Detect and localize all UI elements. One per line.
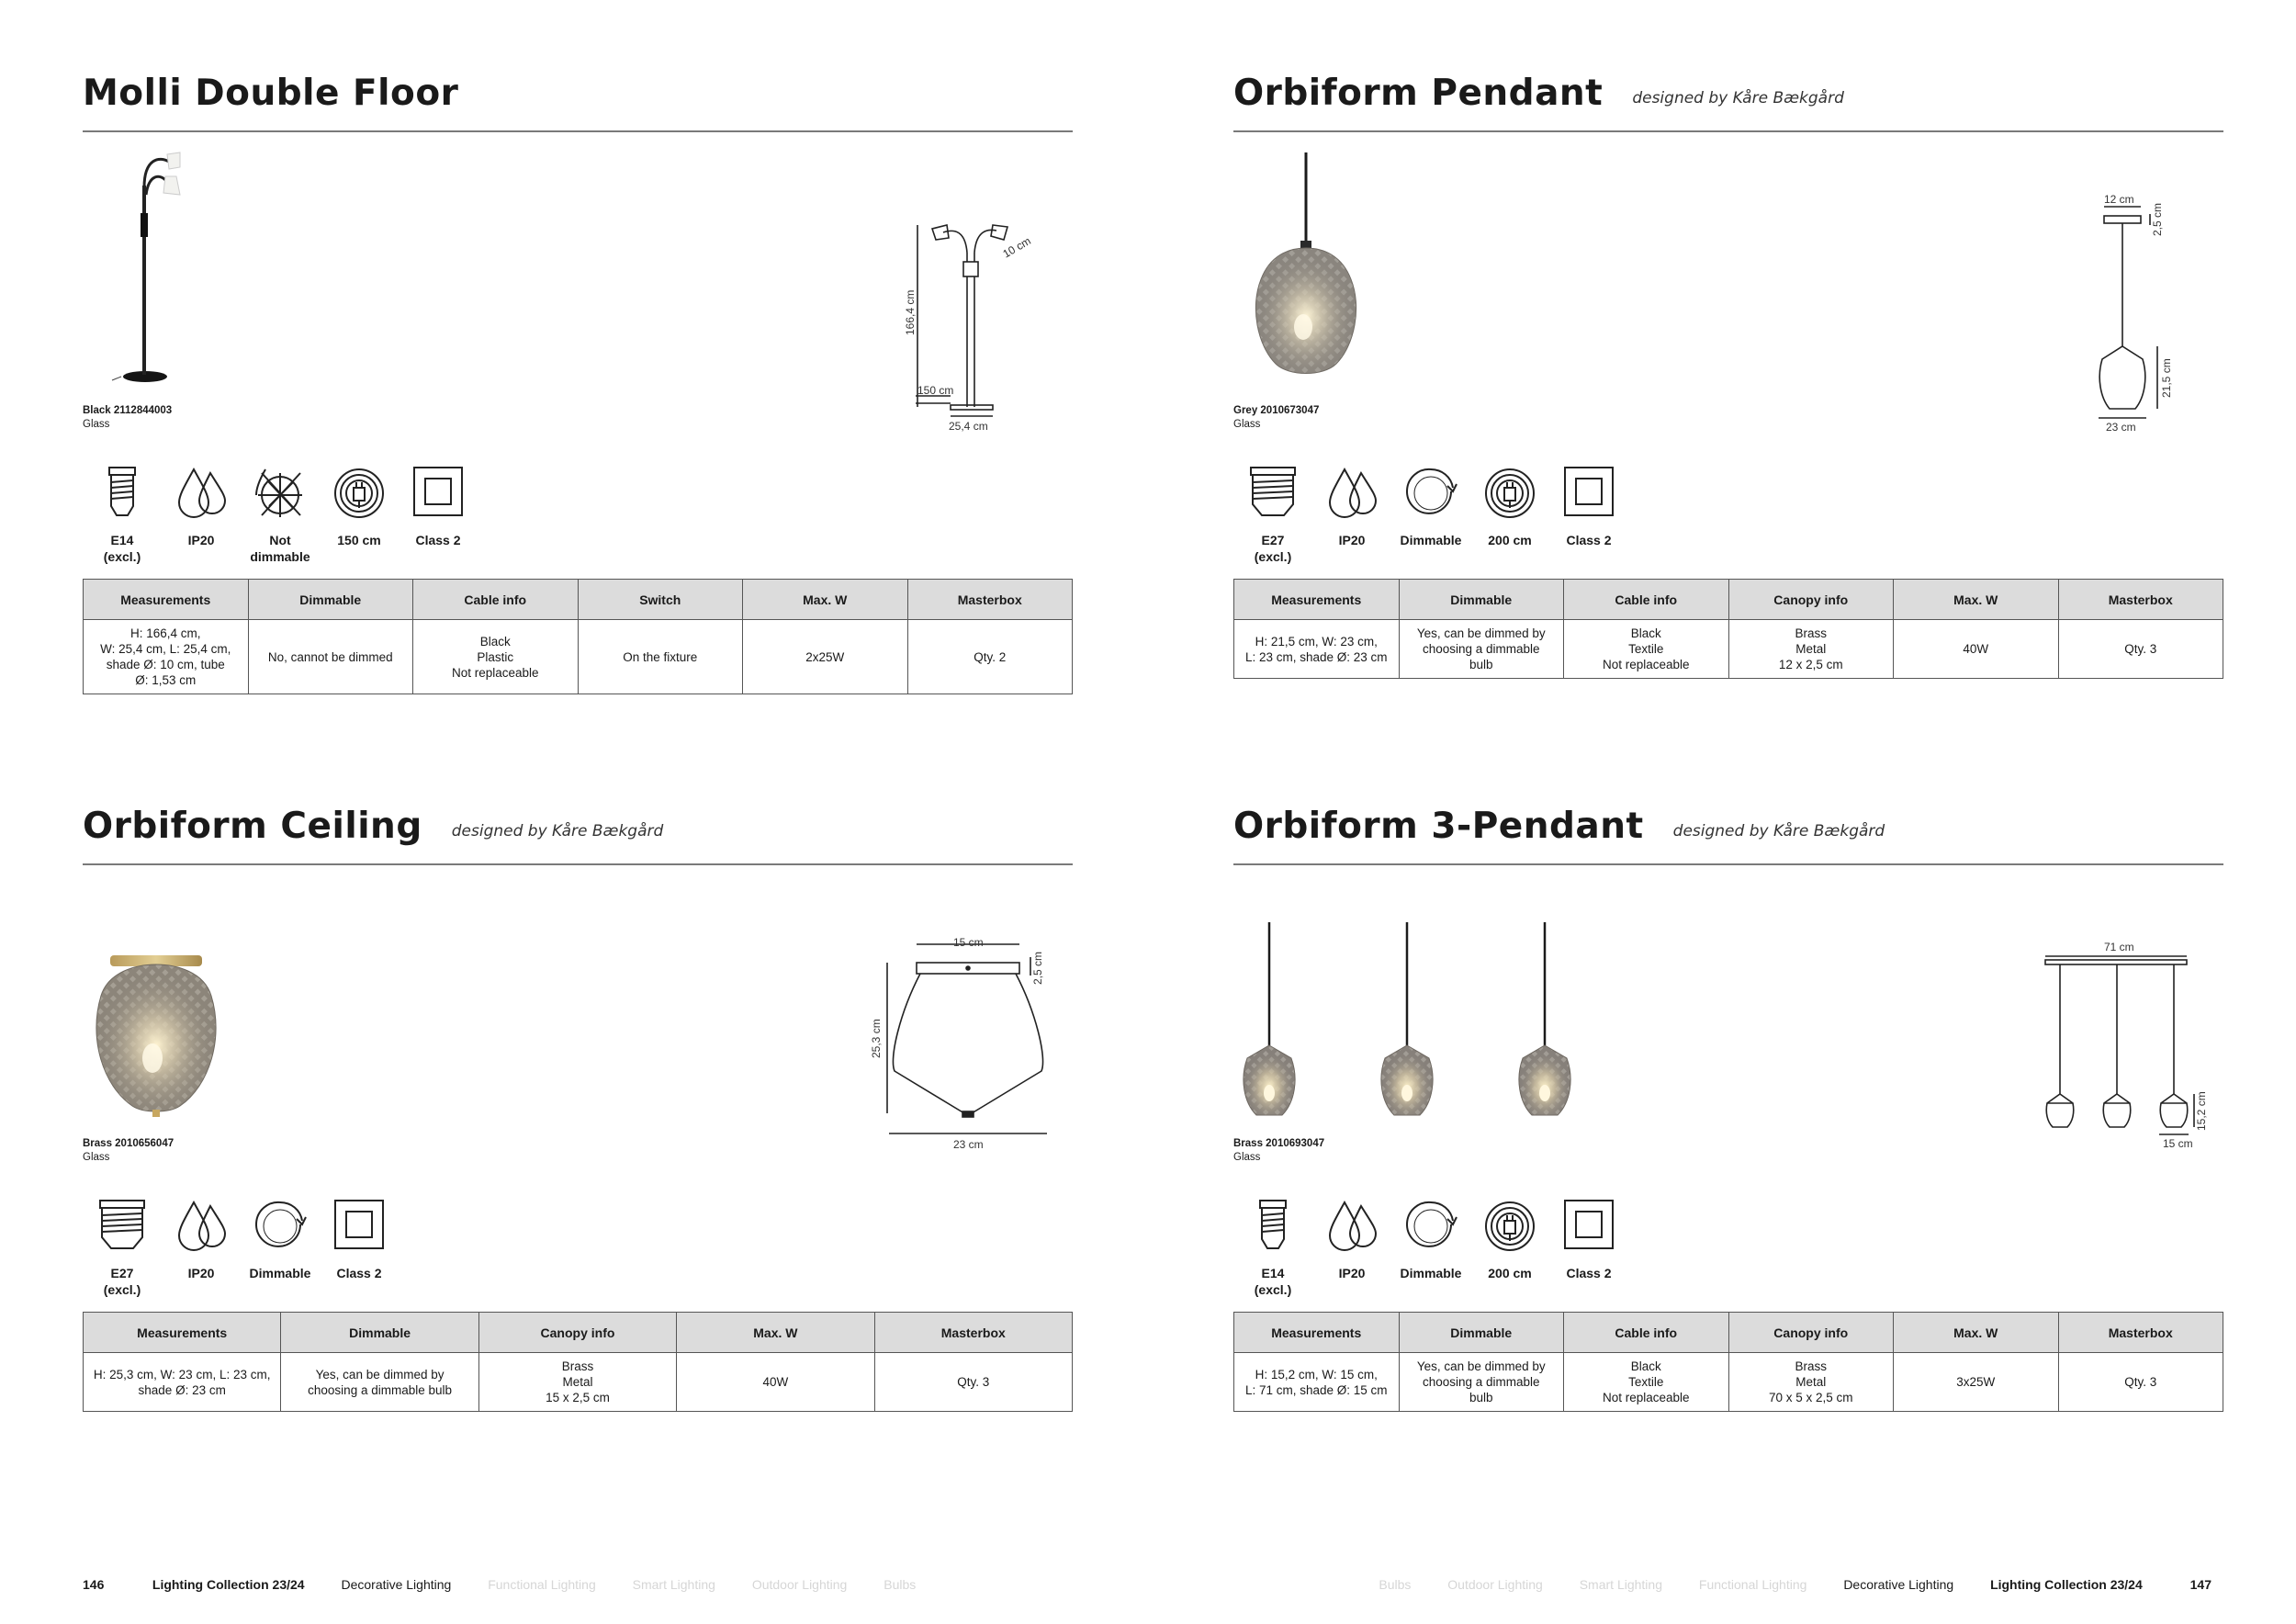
feature-bulb: E14 (excl.): [83, 464, 162, 565]
nav-decorative-lighting[interactable]: Decorative Lighting: [1843, 1577, 1954, 1592]
col-header: Masterbox: [907, 580, 1073, 620]
footer-left: [83, 1577, 916, 1592]
feature-dimming: Dimmable: [241, 1197, 320, 1298]
product-section-molli-double-floor: [83, 55, 1073, 132]
class2-icon: [1561, 464, 1616, 521]
nav-decorative-lighting[interactable]: Decorative Lighting: [341, 1577, 452, 1592]
col-header: Measurements: [1234, 580, 1400, 620]
feature-icons-row: [83, 1197, 399, 1298]
page-number: 147: [2189, 1577, 2212, 1592]
ip20-drops-icon: [1324, 464, 1379, 521]
dimmable-icon: [253, 1197, 308, 1254]
product-photo-ceiling: [81, 950, 231, 1122]
nav-bulbs[interactable]: Bulbs: [1379, 1577, 1412, 1592]
table-cell: Brass Metal 12 x 2,5 cm: [1728, 620, 1894, 679]
col-header: Cable info: [413, 580, 579, 620]
not-dimmable-icon: [253, 464, 308, 521]
feature-bulb: E14 (excl.): [1233, 1197, 1312, 1298]
product-title: Orbiform Ceiling: [83, 805, 422, 847]
dim-canopy-height: 2,5 cm: [2151, 202, 2164, 236]
table-cell: Brass Metal 70 x 5 x 2,5 cm: [1728, 1353, 1894, 1412]
designer-credit: designed by Kåre Bækgård: [451, 822, 664, 840]
product-sku: Brass 2010693047 Glass: [1233, 1138, 1325, 1163]
pendant-shade-1: [1244, 922, 1295, 1115]
nav-bulbs[interactable]: Bulbs: [884, 1577, 917, 1592]
spec-table-header-row: [84, 1313, 1073, 1353]
section-header: [83, 55, 1073, 132]
table-cell: 3x25W: [1894, 1353, 2059, 1412]
feature-icons-row: [83, 464, 478, 565]
nav-smart-lighting[interactable]: Smart Lighting: [632, 1577, 715, 1592]
feature-icons-row: [1233, 1197, 1628, 1298]
col-header: Dimmable: [1399, 580, 1564, 620]
col-header: Measurements: [84, 580, 249, 620]
col-header: Cable info: [1564, 580, 1729, 620]
spec-table-row: [84, 620, 1073, 694]
spec-table: [83, 579, 1073, 694]
table-cell: Qty. 3: [874, 1353, 1072, 1412]
table-cell: 2x25W: [743, 620, 908, 694]
ip20-drops-icon: [174, 1197, 229, 1254]
product-sku: Grey 2010673047 Glass: [1233, 405, 1320, 430]
feature-class: Class 2: [1549, 464, 1628, 565]
dim-canopy-width: 12 cm: [2104, 193, 2134, 206]
class2-icon: [332, 1197, 387, 1254]
feature-class: Class 2: [399, 464, 478, 565]
table-cell: Black Plastic Not replaceable: [413, 620, 579, 694]
spec-table-row: [1234, 620, 2223, 679]
feature-dimming: Dimmable: [1391, 1197, 1470, 1298]
dim-canopy-height: 2,5 cm: [1031, 951, 1044, 985]
feature-cable: 150 cm: [320, 464, 399, 565]
dim-shade: 10 cm: [1000, 234, 1033, 261]
footer-collection: Lighting Collection 23/24: [152, 1577, 305, 1592]
product-sku: Black 2112844003 Glass: [83, 405, 173, 430]
table-cell: Qty. 3: [2058, 1353, 2223, 1412]
feature-ip-rating: IP20: [162, 1197, 241, 1298]
pendant-shade-2: [1381, 922, 1433, 1115]
feature-dimming: Not dimmable: [241, 464, 320, 565]
table-cell: 40W: [677, 1353, 874, 1412]
product-photo-floor-lamp: [103, 149, 186, 388]
col-header: Dimmable: [1399, 1313, 1564, 1353]
dim-base: 25,4 cm: [949, 420, 988, 433]
dimension-drawing-floor-lamp: [895, 207, 1052, 436]
feature-ip-rating: IP20: [1312, 1197, 1391, 1298]
col-header: Max. W: [743, 580, 908, 620]
table-cell: 40W: [1894, 620, 2059, 679]
product-section-orbiform-pendant: [1233, 55, 2223, 132]
section-header: [83, 788, 1073, 865]
feature-bulb: E27 (excl.): [83, 1197, 162, 1298]
dimmable-icon: [1403, 464, 1458, 521]
nav-smart-lighting[interactable]: Smart Lighting: [1579, 1577, 1662, 1592]
col-header: Masterbox: [2058, 1313, 2223, 1353]
dimmable-icon: [1403, 1197, 1458, 1254]
col-header: Masterbox: [874, 1313, 1072, 1353]
bulb-e14-icon: [95, 464, 150, 521]
product-section-orbiform-3-pendant: [1233, 788, 2223, 865]
product-title: Molli Double Floor: [83, 72, 459, 114]
col-header: Measurements: [1234, 1313, 1400, 1353]
bulb-e27-icon: [1245, 464, 1300, 521]
dim-shade-height: 21,5 cm: [2160, 358, 2173, 398]
col-header: Measurements: [84, 1313, 281, 1353]
col-header: Max. W: [1894, 580, 2059, 620]
table-cell: H: 15,2 cm, W: 15 cm, L: 71 cm, shade Ø: 15 cm: [1234, 1353, 1400, 1412]
feature-dimming: Dimmable: [1391, 464, 1470, 565]
table-cell: No, cannot be dimmed: [248, 620, 413, 694]
section-header: [1233, 55, 2223, 132]
col-header: Canopy info: [1728, 1313, 1894, 1353]
product-photo-3-pendant: [1231, 922, 1598, 1124]
dim-width: 23 cm: [953, 1138, 984, 1151]
nav-outdoor-lighting[interactable]: Outdoor Lighting: [1447, 1577, 1543, 1592]
col-header: Dimmable: [248, 580, 413, 620]
table-cell: Yes, can be dimmed by choosing a dimmable bulb: [1399, 1353, 1564, 1412]
nav-functional-lighting[interactable]: Functional Lighting: [488, 1577, 596, 1592]
dim-canopy-width: 15 cm: [953, 936, 984, 949]
table-cell: Black Textile Not replaceable: [1564, 620, 1729, 679]
dimension-drawing-ceiling: [863, 930, 1065, 1159]
cable-plug-icon: [1482, 1197, 1537, 1254]
table-cell: Yes, can be dimmed by choosing a dimmable bulb: [281, 1353, 478, 1412]
col-header: Cable info: [1564, 1313, 1729, 1353]
cable-plug-icon: [1482, 464, 1537, 521]
spec-table: [1233, 579, 2223, 679]
table-cell: Qty. 3: [2058, 620, 2223, 679]
dim-height: 25,3 cm: [870, 1019, 883, 1058]
designer-credit: designed by Kåre Bækgård: [1672, 822, 1885, 840]
feature-class: Class 2: [1549, 1197, 1628, 1298]
bulb-e27-icon: [95, 1197, 150, 1254]
col-header: Dimmable: [281, 1313, 478, 1353]
col-header: Max. W: [677, 1313, 874, 1353]
dim-shade-height: 15,2 cm: [2195, 1091, 2208, 1131]
table-cell: On the fixture: [578, 620, 743, 694]
dim-shade-width: 15 cm: [2163, 1137, 2193, 1150]
feature-bulb: E27 (excl.): [1233, 464, 1312, 565]
product-sku: Brass 2010656047 Glass: [83, 1138, 174, 1163]
col-header: Switch: [578, 580, 743, 620]
spec-table: [83, 1312, 1073, 1412]
spec-table-row: [84, 1353, 1073, 1412]
page-number: 146: [83, 1577, 105, 1592]
col-header: Canopy info: [1728, 580, 1894, 620]
spec-table-header-row: [1234, 580, 2223, 620]
dimension-drawing-pendant: [2071, 188, 2190, 436]
col-header: Canopy info: [478, 1313, 676, 1353]
product-title: Orbiform 3-Pendant: [1233, 805, 1644, 847]
nav-outdoor-lighting[interactable]: Outdoor Lighting: [751, 1577, 848, 1592]
spec-table-header-row: [1234, 1313, 2223, 1353]
product-photo-pendant: [1233, 152, 1380, 388]
nav-functional-lighting[interactable]: Functional Lighting: [1698, 1577, 1807, 1592]
dim-canopy-width: 71 cm: [2104, 941, 2134, 953]
spec-table: [1233, 1312, 2223, 1412]
feature-icons-row: [1233, 464, 1628, 565]
dimension-drawing-3-pendant: [2034, 932, 2208, 1153]
feature-cable: 200 cm: [1470, 1197, 1549, 1298]
designer-credit: designed by Kåre Bækgård: [1632, 89, 1844, 107]
table-cell: Brass Metal 15 x 2,5 cm: [478, 1353, 676, 1412]
class2-icon: [411, 464, 466, 521]
table-cell: Yes, can be dimmed by choosing a dimmable bulb: [1399, 620, 1564, 679]
footer-collection: Lighting Collection 23/24: [1990, 1577, 2143, 1592]
dim-height: 166,4 cm: [904, 289, 917, 335]
ip20-drops-icon: [1324, 1197, 1379, 1254]
ip20-drops-icon: [174, 464, 229, 521]
pendant-shade-3: [1519, 922, 1570, 1115]
feature-ip-rating: IP20: [1312, 464, 1391, 565]
table-cell: H: 25,3 cm, W: 23 cm, L: 23 cm, shade Ø: 23 cm: [84, 1353, 281, 1412]
spec-table-header-row: [84, 580, 1073, 620]
dim-shade-width: 23 cm: [2106, 421, 2136, 434]
feature-ip-rating: IP20: [162, 464, 241, 565]
table-cell: Qty. 2: [907, 620, 1073, 694]
product-section-orbiform-ceiling: [83, 788, 1073, 865]
feature-class: Class 2: [320, 1197, 399, 1298]
feature-cable: 200 cm: [1470, 464, 1549, 565]
cable-plug-icon: [332, 464, 387, 521]
col-header: Masterbox: [2058, 580, 2223, 620]
table-cell: H: 21,5 cm, W: 23 cm, L: 23 cm, shade Ø: 23 cm: [1234, 620, 1400, 679]
class2-icon: [1561, 1197, 1616, 1254]
section-header: [1233, 788, 2223, 865]
col-header: Max. W: [1894, 1313, 2059, 1353]
table-cell: Black Textile Not replaceable: [1564, 1353, 1729, 1412]
footer-right: [1379, 1577, 2212, 1592]
spec-table-row: [1234, 1353, 2223, 1412]
product-title: Orbiform Pendant: [1233, 72, 1604, 114]
dim-cable: 150 cm: [917, 384, 954, 397]
bulb-e14-icon: [1245, 1197, 1300, 1254]
table-cell: H: 166,4 cm, W: 25,4 cm, L: 25,4 cm, shade Ø: 10 cm, tube Ø: 1,53 cm: [84, 620, 249, 694]
